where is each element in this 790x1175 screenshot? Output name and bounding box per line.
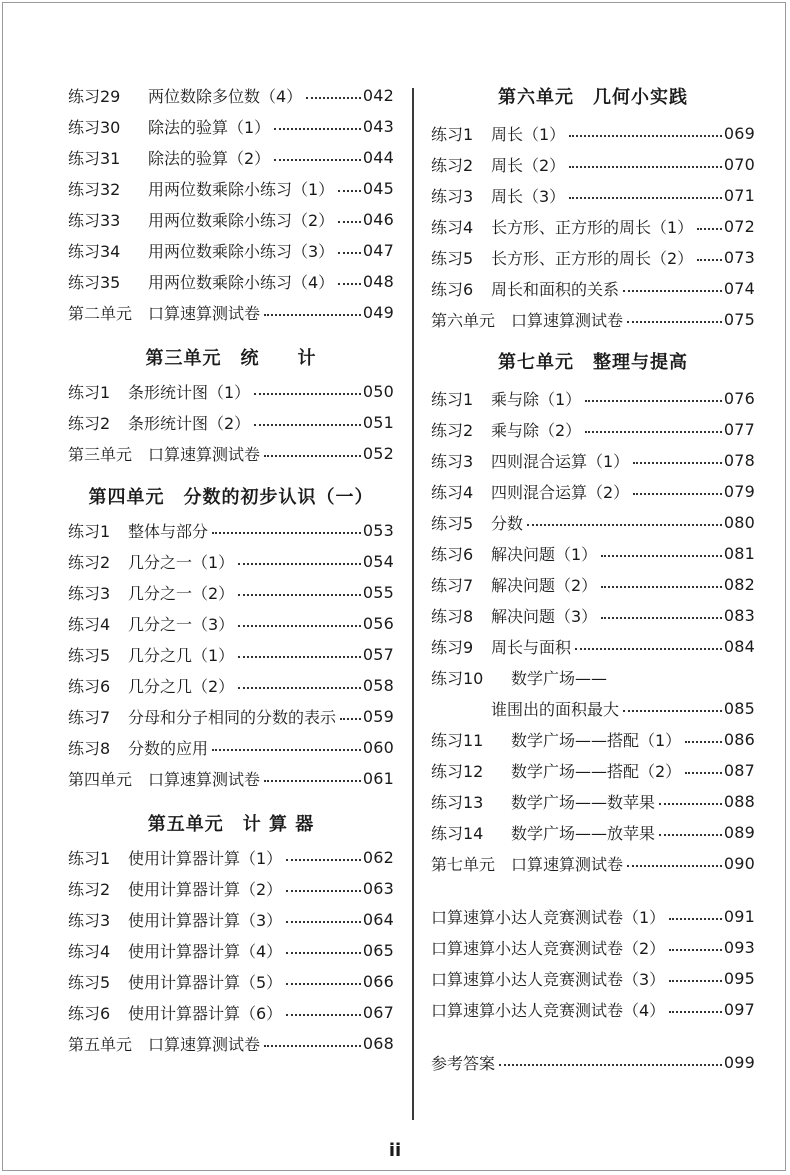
toc-entry-title: 周长与面积	[491, 638, 572, 657]
toc-entry[interactable]	[68, 80, 394, 111]
toc-entry-page: 063	[362, 879, 394, 898]
toc-left-column	[68, 80, 394, 1059]
toc-entry-title: 数学广场——数苹果	[511, 793, 656, 812]
toc-entry-code: 练习2	[68, 414, 111, 433]
toc-entry-page: 062	[362, 848, 394, 867]
toc-entry[interactable]	[431, 273, 755, 304]
toc-entry-page: 084	[723, 637, 755, 656]
toc-entry-title: 数学广场——搭配（2）	[511, 762, 682, 781]
toc-entry-title: 几分之一（2）	[128, 584, 235, 603]
toc-entry-code: 第七单元	[431, 855, 496, 874]
toc-entry-page: 053	[362, 521, 394, 540]
toc-entry[interactable]	[68, 732, 394, 763]
toc-entry-page: 050	[362, 382, 394, 401]
toc-entry[interactable]	[431, 211, 755, 242]
leader-dots	[286, 859, 361, 861]
toc-entry[interactable]	[431, 569, 755, 600]
toc-entry-page: 074	[723, 279, 755, 298]
toc-entry[interactable]	[431, 445, 755, 476]
toc-entry-title: 使用计算器计算（2）	[128, 880, 283, 899]
leader-dots	[212, 532, 361, 534]
toc-entry-page: 046	[362, 210, 394, 229]
toc-entry-title: 分数的应用	[128, 739, 209, 758]
toc-entry-code: 练习33	[68, 211, 121, 230]
unit5-heading: 第五单元 计 算 器	[147, 814, 315, 835]
toc-entry-code: 练习1	[68, 383, 111, 402]
toc-entry-code: 练习8	[431, 607, 474, 626]
toc-entry-code: 练习7	[431, 576, 474, 595]
toc-entry-title: 口算速算小达人竞赛测试卷（3）	[431, 970, 666, 989]
toc-right-column	[431, 80, 755, 1078]
toc-entry-title: 使用计算器计算（6）	[128, 1004, 283, 1023]
page-number-footer: ii	[388, 1140, 402, 1161]
leader-dots	[623, 710, 722, 712]
toc-entry-page: 097	[723, 1000, 755, 1019]
toc-entry-title: 使用计算器计算（1）	[128, 849, 283, 868]
leader-dots	[633, 493, 722, 495]
toc-entry[interactable]	[431, 242, 755, 273]
leader-dots	[306, 97, 361, 99]
toc-entry-code: 练习3	[68, 584, 111, 603]
leader-dots	[264, 455, 361, 457]
toc-entry-title: 口算速算小达人竞赛测试卷（1）	[431, 908, 666, 927]
toc-entry-code: 练习13	[431, 793, 484, 812]
toc-entry-code: 练习4	[431, 218, 474, 237]
column-divider	[412, 88, 414, 1120]
toc-entry-title: 数学广场——放苹果	[511, 824, 656, 843]
leader-dots	[527, 524, 722, 526]
toc-entry-code: 练习31	[68, 149, 121, 168]
toc-entry[interactable]	[431, 304, 755, 335]
toc-entry-title: 口算速算测试卷	[148, 1035, 261, 1054]
toc-entry-title: 口算速算小达人竞赛测试卷（4）	[431, 1001, 666, 1020]
leader-dots	[659, 803, 722, 805]
toc-entry[interactable]	[431, 631, 755, 662]
toc-entry-code: 练习7	[68, 708, 111, 727]
toc-entry-page: 056	[362, 614, 394, 633]
leader-dots	[585, 400, 722, 402]
leader-dots	[338, 252, 361, 254]
toc-group-unit6	[431, 118, 755, 335]
toc-entry[interactable]	[68, 1028, 394, 1059]
toc-entry-title: 数学广场——	[511, 669, 608, 688]
leader-dots	[633, 462, 722, 464]
leader-dots	[212, 749, 361, 751]
toc-entry-code: 练习2	[431, 156, 474, 175]
toc-entry-title: 乘与除（1）	[491, 390, 582, 409]
toc-entry-title: 参考答案	[431, 1054, 496, 1073]
toc-entry-page: 061	[362, 769, 394, 788]
toc-entry[interactable]	[431, 693, 755, 724]
toc-entry[interactable]	[68, 142, 394, 173]
toc-entry-page: 066	[362, 972, 394, 991]
toc-entry-page: 054	[362, 552, 394, 571]
toc-entry-code: 练习29	[68, 87, 121, 106]
toc-entry-title: 周长和面积的关系	[491, 280, 620, 299]
toc-entry-code: 练习8	[68, 739, 111, 758]
toc-entry-page: 090	[723, 854, 755, 873]
leader-dots	[238, 594, 361, 596]
leader-dots	[669, 918, 722, 920]
toc-entry-page: 071	[723, 186, 755, 205]
toc-entry[interactable]	[68, 546, 394, 577]
toc-entry-title: 几分之几（1）	[128, 646, 235, 665]
leader-dots	[623, 290, 722, 292]
toc-entry[interactable]	[68, 763, 394, 794]
leader-dots	[697, 228, 722, 230]
leader-dots	[238, 656, 361, 658]
toc-entry-page: 043	[362, 117, 394, 136]
toc-entry-title: 使用计算器计算（4）	[128, 942, 283, 961]
toc-entry[interactable]	[431, 755, 755, 786]
toc-entry-code: 练习5	[431, 514, 474, 533]
toc-entry-code: 练习35	[68, 273, 121, 292]
leader-dots	[601, 617, 722, 619]
toc-entry-code: 第二单元	[68, 304, 133, 323]
toc-entry[interactable]	[431, 724, 755, 755]
toc-entry-page: 069	[723, 124, 755, 143]
leader-dots	[286, 983, 361, 985]
leader-dots	[338, 190, 361, 192]
toc-entry-title: 谁围出的面积最大	[491, 700, 620, 719]
toc-entry-page: 065	[362, 941, 394, 960]
leader-dots	[685, 772, 722, 774]
toc-entry[interactable]	[68, 966, 394, 997]
toc-entry-page: 078	[723, 451, 755, 470]
toc-entry-page: 079	[723, 482, 755, 501]
toc-entry[interactable]	[431, 932, 755, 963]
leader-dots	[601, 586, 722, 588]
leader-dots	[669, 949, 722, 951]
toc-entry-code: 练习6	[68, 677, 111, 696]
toc-entry[interactable]	[68, 904, 394, 935]
toc-entry[interactable]	[431, 662, 755, 693]
toc-entry-title: 周长（1）	[491, 125, 566, 144]
toc-entry[interactable]	[68, 376, 394, 407]
toc-entry-title: 口算速算测试卷	[148, 445, 261, 464]
toc-entry-page: 057	[362, 645, 394, 664]
toc-entry-page: 089	[723, 823, 755, 842]
toc-entry[interactable]	[431, 963, 755, 994]
toc-entry[interactable]	[68, 701, 394, 732]
leader-dots	[238, 687, 361, 689]
toc-entry-page: 091	[723, 907, 755, 926]
toc-entry-page: 047	[362, 241, 394, 260]
toc-entry-title: 除法的验算（2）	[148, 149, 271, 168]
toc-entry[interactable]	[68, 438, 394, 469]
toc-entry-code: 练习3	[68, 911, 111, 930]
leader-dots	[338, 283, 361, 285]
toc-group-unit4	[68, 515, 394, 794]
unit3-heading: 第三单元 统 计	[145, 348, 317, 369]
toc-entry-page: 077	[723, 420, 755, 439]
toc-entry-code: 练习6	[431, 545, 474, 564]
toc-entry-title: 口算速算小达人竞赛测试卷（2）	[431, 939, 666, 958]
toc-entry[interactable]	[68, 997, 394, 1028]
toc-entry[interactable]	[431, 786, 755, 817]
toc-entry-page: 095	[723, 969, 755, 988]
toc-entry-page: 042	[362, 86, 394, 105]
toc-entry-code: 练习5	[68, 646, 111, 665]
toc-entry-title: 用两位数乘除小练习（3）	[148, 242, 335, 261]
toc-entry-page: 072	[723, 217, 755, 236]
toc-entry-code: 练习30	[68, 118, 121, 137]
toc-entry-page: 076	[723, 389, 755, 408]
toc-entry-page: 087	[723, 761, 755, 780]
toc-entry-page: 052	[362, 444, 394, 463]
toc-entry[interactable]	[431, 848, 755, 879]
toc-entry-code: 练习9	[431, 638, 474, 657]
toc-entry[interactable]	[68, 297, 394, 328]
toc-entry[interactable]	[431, 817, 755, 848]
toc-entry-page: 086	[723, 730, 755, 749]
toc-entry[interactable]	[68, 670, 394, 701]
leader-dots	[569, 166, 722, 168]
toc-entry[interactable]	[68, 639, 394, 670]
toc-entry[interactable]	[431, 600, 755, 631]
toc-entry-title: 口算速算测试卷	[148, 304, 261, 323]
toc-entry-title: 分数	[491, 514, 524, 533]
toc-entry-code: 练习2	[68, 553, 111, 572]
toc-entry-page: 082	[723, 575, 755, 594]
toc-entry-code: 练习12	[431, 762, 484, 781]
toc-entry-code: 练习1	[68, 849, 111, 868]
toc-entry[interactable]	[431, 476, 755, 507]
toc-group-contests	[431, 901, 755, 1025]
toc-entry[interactable]	[431, 118, 755, 149]
toc-entry[interactable]	[68, 235, 394, 266]
toc-entry[interactable]	[68, 204, 394, 235]
leader-dots	[274, 159, 361, 161]
leader-dots	[585, 431, 722, 433]
leader-dots	[264, 1045, 361, 1047]
toc-entry-code: 练习5	[68, 973, 111, 992]
toc-entry-title: 整体与部分	[128, 522, 209, 541]
toc-entry[interactable]	[68, 873, 394, 904]
leader-dots	[601, 555, 722, 557]
leader-dots	[274, 128, 361, 130]
toc-entry[interactable]	[68, 407, 394, 438]
toc-entry-code: 练习3	[431, 187, 474, 206]
toc-group-unit2-tail	[68, 80, 394, 328]
toc-entry-page: 088	[723, 792, 755, 811]
toc-entry-code: 练习14	[431, 824, 484, 843]
toc-entry-page: 051	[362, 413, 394, 432]
toc-entry-code: 练习4	[68, 615, 111, 634]
toc-group-unit5	[68, 842, 394, 1059]
leader-dots	[697, 259, 722, 261]
toc-entry[interactable]	[68, 842, 394, 873]
toc-entry-page: 081	[723, 544, 755, 563]
toc-entry-page: 045	[362, 179, 394, 198]
toc-entry-title: 分母和分子相同的分数的表示	[128, 708, 337, 727]
toc-entry-title: 用两位数乘除小练习（2）	[148, 211, 335, 230]
leader-dots	[286, 1014, 361, 1016]
unit6-heading: 第六单元 几何小实践	[498, 87, 688, 108]
toc-entry-page: 064	[362, 910, 394, 929]
toc-entry-code: 第四单元	[68, 770, 133, 789]
toc-entry-code: 练习1	[431, 125, 474, 144]
toc-entry-title: 几分之一（3）	[128, 615, 235, 634]
toc-entry-page: 068	[362, 1034, 394, 1053]
toc-entry-title: 周长（3）	[491, 187, 566, 206]
toc-entry-title: 两位数除多位数（4）	[148, 87, 303, 106]
toc-entry-page: 075	[723, 310, 755, 329]
leader-dots	[238, 625, 361, 627]
leader-dots	[286, 921, 361, 923]
toc-entry[interactable]	[68, 173, 394, 204]
toc-entry[interactable]	[68, 577, 394, 608]
leader-dots	[569, 197, 722, 199]
toc-entry-title: 四则混合运算（2）	[491, 483, 630, 502]
toc-entry-title: 数学广场——搭配（1）	[511, 731, 682, 750]
toc-entry-title: 周长（2）	[491, 156, 566, 175]
toc-entry[interactable]	[68, 935, 394, 966]
toc-entry-title: 四则混合运算（1）	[491, 452, 630, 471]
toc-entry-code: 第三单元	[68, 445, 133, 464]
toc-entry-page: 070	[723, 155, 755, 174]
toc-entry-title: 长方形、正方形的周长（2）	[491, 249, 694, 268]
leader-dots	[264, 314, 361, 316]
toc-entry-page: 055	[362, 583, 394, 602]
leader-dots	[254, 424, 361, 426]
toc-entry[interactable]	[68, 608, 394, 639]
toc-entry-title: 使用计算器计算（3）	[128, 911, 283, 930]
toc-entry-page: 080	[723, 513, 755, 532]
toc-entry[interactable]	[431, 414, 755, 445]
toc-entry[interactable]	[68, 111, 394, 142]
toc-entry-code: 练习1	[68, 522, 111, 541]
toc-entry-code: 练习2	[68, 880, 111, 899]
toc-entry-title: 乘与除（2）	[491, 421, 582, 440]
toc-entry-code: 练习11	[431, 731, 484, 750]
toc-entry-title: 解决问题（2）	[491, 576, 598, 595]
leader-dots	[685, 741, 722, 743]
toc-entry[interactable]	[431, 538, 755, 569]
leader-dots	[264, 780, 361, 782]
leader-dots	[254, 393, 361, 395]
toc-entry-code: 练习6	[431, 280, 474, 299]
toc-entry[interactable]	[68, 515, 394, 546]
toc-entry-page: 073	[723, 248, 755, 267]
toc-entry-page: 049	[362, 303, 394, 322]
toc-entry-code: 练习32	[68, 180, 121, 199]
leader-dots	[669, 1011, 722, 1013]
leader-dots	[659, 834, 722, 836]
toc-entry-title: 解决问题（1）	[491, 545, 598, 564]
toc-entry[interactable]	[431, 149, 755, 180]
toc-entry-title: 口算速算测试卷	[148, 770, 261, 789]
leader-dots	[499, 1064, 722, 1066]
toc-entry-code: 练习4	[431, 483, 474, 502]
toc-entry-page: 058	[362, 676, 394, 695]
toc-entry-page: 044	[362, 148, 394, 167]
leader-dots	[575, 648, 722, 650]
toc-entry[interactable]	[431, 994, 755, 1025]
toc-entry-title: 口算速算测试卷	[511, 311, 624, 330]
toc-entry-title: 除法的验算（1）	[148, 118, 271, 137]
toc-entry-title: 用两位数乘除小练习（4）	[148, 273, 335, 292]
toc-entry-title: 解决问题（3）	[491, 607, 598, 626]
toc-entry-code: 练习5	[431, 249, 474, 268]
toc-entry-page: 083	[723, 606, 755, 625]
toc-entry-page: 067	[362, 1003, 394, 1022]
toc-entry-title: 口算速算测试卷	[511, 855, 624, 874]
toc-entry-title: 使用计算器计算（5）	[128, 973, 283, 992]
toc-entry-title: 长方形、正方形的周长（1）	[491, 218, 694, 237]
toc-entry-code: 练习10	[431, 669, 484, 688]
toc-entry-title: 条形统计图（2）	[128, 414, 251, 433]
toc-entry-page: 059	[362, 707, 394, 726]
leader-dots	[238, 563, 361, 565]
toc-entry-page: 060	[362, 738, 394, 757]
toc-entry-title: 几分之一（1）	[128, 553, 235, 572]
toc-entry[interactable]	[431, 901, 755, 932]
toc-entry[interactable]	[431, 180, 755, 211]
toc-entry[interactable]	[68, 266, 394, 297]
toc-group-unit7	[431, 383, 755, 879]
toc-entry-code: 第五单元	[68, 1035, 133, 1054]
toc-entry-code: 练习4	[68, 942, 111, 961]
leader-dots	[286, 952, 361, 954]
leader-dots	[569, 135, 722, 137]
unit4-heading: 第四单元 分数的初步认识（一）	[88, 487, 374, 508]
toc-entry-code: 练习6	[68, 1004, 111, 1023]
toc-entry-page: 093	[723, 938, 755, 957]
toc-entry-code: 练习3	[431, 452, 474, 471]
toc-entry-title: 几分之几（2）	[128, 677, 235, 696]
toc-entry-answers[interactable]	[431, 1047, 755, 1078]
leader-dots	[340, 718, 361, 720]
toc-entry-page: 048	[362, 272, 394, 291]
toc-entry-code: 练习1	[431, 390, 474, 409]
toc-entry-page: 099	[723, 1053, 755, 1072]
leader-dots	[286, 890, 361, 892]
leader-dots	[627, 865, 722, 867]
toc-entry-code: 练习34	[68, 242, 121, 261]
toc-entry-code: 练习2	[431, 421, 474, 440]
toc-entry-title: 用两位数乘除小练习（1）	[148, 180, 335, 199]
toc-entry[interactable]	[431, 507, 755, 538]
toc-entry-page: 085	[723, 699, 755, 718]
leader-dots	[669, 980, 722, 982]
leader-dots	[338, 221, 361, 223]
leader-dots	[627, 321, 722, 323]
toc-group-unit3	[68, 376, 394, 469]
unit7-heading: 第七单元 整理与提高	[498, 352, 688, 373]
toc-entry[interactable]	[431, 383, 755, 414]
toc-entry-code: 第六单元	[431, 311, 496, 330]
toc-entry-title: 条形统计图（1）	[128, 383, 251, 402]
